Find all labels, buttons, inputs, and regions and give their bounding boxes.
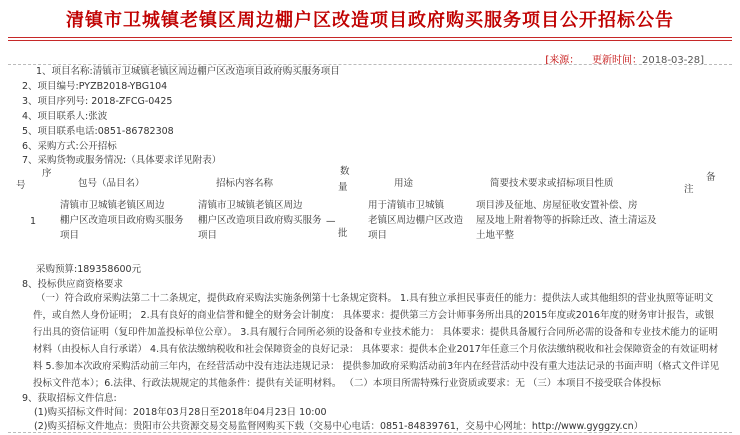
row-req-line: 土地平整 <box>476 230 515 241</box>
row-content <box>198 198 322 243</box>
title-divider <box>8 37 732 38</box>
item-project-name: 1、项目名称:清镇市卫城镇老镇区周边棚户区改造项目政府购买服务项目 <box>36 66 340 77</box>
procurement-budget: 采购预算:189358600元 <box>36 264 142 275</box>
row-use-line: 项目 <box>368 230 388 241</box>
col-remark-bottom: 注 <box>684 184 694 195</box>
row-unit: 批 <box>338 228 348 239</box>
procurement-table <box>16 166 720 254</box>
updated-date: 2018-03-28] <box>641 55 704 66</box>
row-content-line: 清镇市卫城镇老镇区周边 <box>198 200 303 211</box>
meta-divider <box>8 64 732 65</box>
footer-divider <box>8 432 732 433</box>
row-req <box>476 198 657 243</box>
col-seq-top: 序 <box>42 168 52 179</box>
section-9-time: (1)购买招标文件时间：2018年03月28日至2018年04月23日 10:00 <box>34 407 327 418</box>
updated-label: 更新时间： <box>591 55 642 66</box>
item-project-number: 2、项目编号:PYZB2018-YBG104 <box>22 81 168 92</box>
row-seq: 1 <box>30 216 37 227</box>
col-seq-bottom: 号 <box>16 180 26 191</box>
source-label: [来源： <box>545 55 580 66</box>
item-contact-person: 4、项目联系人:张波 <box>22 111 108 122</box>
col-package-header: 包号（品目名） <box>78 178 145 189</box>
col-remark-top: 备 <box>706 172 716 183</box>
item-procurement-method: 6、采购方式:公开招标 <box>22 141 117 152</box>
col-use-header: 用途 <box>394 178 414 189</box>
row-package-line: 项目 <box>60 230 80 241</box>
col-qty-top: 数 <box>340 166 350 177</box>
col-req-header: 简要技术要求或招标项目性质 <box>490 178 614 189</box>
row-package-line: 棚户区改造项目政府购买服务 <box>60 215 184 226</box>
row-use-line: 老镇区周边棚户区改造 <box>368 215 464 226</box>
section-8-body: （一）符合政府采购法第二十二条规定，提供政府采购法实施条例第十七条规定资料。 1.具有独立承担民事责任的能力：提供法人或其他组织的营业执照等证明文件，或自然人身份证明； 2.具有良好的商业信誉和健全的财务会计制度： 具体要求：提供第三方会计师事务所出具的2015年度或2016年度的财务审计报告，或银行出具的资信证明（复印件加盖投标单位公章）。 3.具有履行合同所必须的设备和专业技术能力： 具体要求：提供具备履行合同所必需的设备和专业技术能力的证明材料（由投标人自行承诺） 4.具有依法缴纳税收和社会保障资金的良好记录： 具体要求：提供本企业2017年任意三个月依法缴纳税收和社会保障资金的有效证明材料 5.参加本次政府采购活动前三年内，在经营活动中没有违法违规记录： 提供参加政府采购活动前3年内在经营活动中没有重大违法记录的书面声明（格式文件详见投标文件范本）；6.法律、行政法规规定的其他条件：提供有关证明材料。 （二）本项目所需特殊行业资质或要求：无 （三）本项目不接受联合体投标 <box>33 293 720 389</box>
section-9-heading: 9、获取招标文件信息: <box>22 393 117 404</box>
row-use-line: 用于清镇市卫城镇 <box>368 200 445 211</box>
row-content-line: 项目 <box>198 230 218 241</box>
row-package-line: 清镇市卫城镇老镇区周边 <box>60 200 165 211</box>
item-contact-phone: 5、项目联系电话:0851-86782308 <box>22 126 174 137</box>
row-req-line: 屋及地上附着物等的拆除迁改、渣土清运及 <box>476 215 657 226</box>
item-procurement-goods: 7、采购货物或服务情况:（具体要求详见附表） <box>22 155 222 166</box>
item-serial-number: 3、项目序列号: 2018-ZFCG-0425 <box>22 96 173 107</box>
col-qty-bottom: 量 <box>338 182 348 193</box>
title-divider-secondary <box>8 40 732 41</box>
row-content-line: 棚户区改造项目政府购买服务 <box>198 215 322 226</box>
section-8-heading: 8、投标供应商资格要求 <box>22 279 124 290</box>
row-package <box>60 198 184 243</box>
section-9-location: (2)购买招标文件地点：贵阳市公共资源交易交易监督网购买下载（交易中心电话：0851-84839761，交易中心网址：http://www.gyggzy.cn） <box>34 421 644 432</box>
row-req-line: 项目涉及征地、房屋征收安置补偿、房 <box>476 200 638 211</box>
col-content-header: 招标内容名称 <box>216 178 274 189</box>
row-qty-dash: — <box>326 216 336 227</box>
page-title: 清镇市卫城镇老镇区周边棚户区改造项目政府购买服务项目公开招标公告 <box>66 10 674 31</box>
row-use <box>368 198 463 243</box>
